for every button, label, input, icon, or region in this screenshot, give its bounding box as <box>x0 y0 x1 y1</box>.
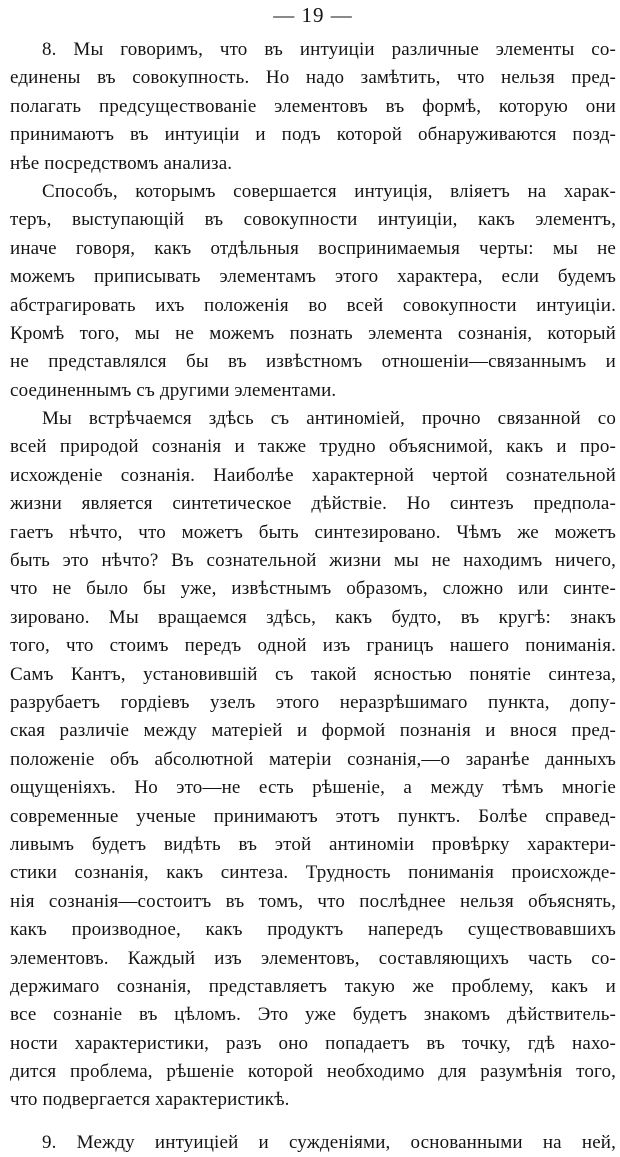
text-line: нѣе посредствомъ анализа. <box>10 152 233 174</box>
text-line: того, что стоимъ передъ одной изъ границъ нашего пониманія. <box>10 635 616 657</box>
text-line: дится проблема, рѣшеніе которой необходимо для разумѣнія того, <box>10 1061 616 1083</box>
text-line: какъ производное, какъ продуктъ напередъ существовавшихъ <box>10 919 616 941</box>
paragraph-antinomy <box>10 405 616 1115</box>
text-line: единены въ совокупность. Но надо замѣтить, что нельзя пред- <box>10 67 616 89</box>
text-line: быть это нѣчто? Въ сознательной жизни мы не находимъ ничего, <box>10 550 616 572</box>
text-line: нія сознанія—состоитъ въ томъ, что послѣднее нельзя объяснять, <box>10 890 616 912</box>
text-line: ощущеніяхъ. Но это—не есть рѣшеніе, а между тѣмъ многіе <box>10 777 616 799</box>
text-line: всей природой сознанія и также трудно объяснимой, какъ и про- <box>10 436 616 458</box>
text-line: 8. Мы говоримъ, что въ интуиціи различные элементы со- <box>42 39 616 60</box>
text-line: стики сознанія, какъ синтеза. Трудность пониманія происхожде- <box>10 862 616 884</box>
text-line: абстрагировать ихъ положенія во всей совокупности интуиціи. <box>10 294 616 316</box>
text-line: не представлялся бы въ извѣстномъ отношеніи—связаннымъ и <box>10 351 616 373</box>
text-line: теръ, выступающій въ совокупности интуиціи, какъ элементъ, <box>10 209 616 231</box>
text-line: 9. Между интуиціей и сужденіями, основанными на ней, <box>42 1131 616 1153</box>
text-line: ская различіе между матеріей и формой познанія и внося пред- <box>10 720 616 742</box>
text-line: принимаютъ въ интуиціи и подъ которой обнаруживаются позд- <box>10 124 616 146</box>
text-line: положеніе объ абсолютной матеріи сознанія,—о заранѣе данныхъ <box>10 748 616 770</box>
text-line: Мы встрѣчаемся здѣсь съ антиноміей, прочно связанной со <box>42 408 616 430</box>
text-line: ливымъ будетъ видѣть въ этой антиноміи провѣрку характери- <box>10 833 616 855</box>
text-line: полагать предсуществованіе элементовъ въ формѣ, которую они <box>10 95 616 117</box>
text-line: гаетъ нѣчто, что можетъ быть синтезировано. Чѣмъ же можетъ <box>10 521 616 543</box>
text-line: что не было бы уже, извѣстнымъ образомъ, сложно или синте- <box>10 578 616 600</box>
text-line: ности характеристики, разъ оно попадаетъ въ точку, гдѣ нахо- <box>10 1032 616 1054</box>
text-line: Способъ, которымъ совершается интуиція, вліяетъ на харак- <box>42 180 616 202</box>
text-line: современные ученые принимаютъ этотъ пунктъ. Болѣе справед- <box>10 805 616 827</box>
text-line: элементовъ. Каждый изъ элементовъ, составляющихъ часть со- <box>10 947 616 969</box>
text-line: исхожденіе сознанія. Наиболѣе характерной чертой сознательной <box>10 464 616 486</box>
paragraph-9 <box>10 1129 616 1157</box>
text-line: Кромѣ того, мы не можемъ познать элемента сознанія, который <box>10 322 616 344</box>
text-line: Самъ Кантъ, установившій съ такой ясностью понятіе синтеза, <box>10 663 616 685</box>
text-line: соединеннымъ съ другими элементами. <box>10 379 337 401</box>
text-line: держимаго сознанія, представляетъ такую же проблему, какъ и <box>10 975 616 997</box>
text-line: жизни является синтетическое дѣйствіе. Но синтезъ предпола- <box>10 493 616 515</box>
text-line: можемъ приписывать элементамъ этого характера, если будемъ <box>10 266 616 288</box>
text-line: что подвергается характеристикѣ. <box>10 1089 290 1111</box>
text-line: все сознаніе въ цѣломъ. Это уже будетъ знакомъ дѣйствитель- <box>10 1004 616 1026</box>
page-number: — 19 — <box>273 3 353 27</box>
text-line: иначе говоря, какъ отдѣльныя воспринимаемыя черты: мы не <box>10 237 616 259</box>
paragraph-8 <box>10 36 616 178</box>
text-line: разрубаетъ гордіевъ узелъ этого неразрѣшимаго пункта, допу- <box>10 691 616 713</box>
text-line: зировано. Мы вращаемся здѣсь, какъ будто, въ кругѣ: знакъ <box>10 606 616 628</box>
paragraph-sposob <box>10 178 616 405</box>
